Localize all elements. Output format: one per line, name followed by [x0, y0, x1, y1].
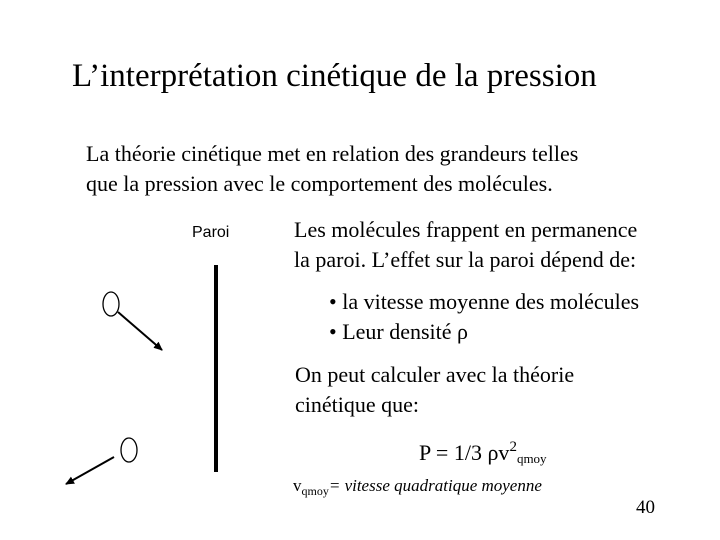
- molecule-2-arrow: [66, 457, 114, 484]
- formula-subscript: qmoy: [516, 451, 547, 466]
- page-number: 40: [636, 497, 655, 518]
- intro-text: [86, 139, 578, 199]
- molecule-1: [103, 292, 119, 316]
- definition-var-subscript: qmoy: [301, 484, 329, 498]
- calculation-text: [295, 360, 574, 420]
- slide-title: L’interprétation cinétique de la pression: [72, 58, 597, 94]
- velocity-definition: [293, 474, 542, 503]
- definition-text: = vitesse quadratique moyenne: [328, 476, 542, 495]
- description-text: [294, 215, 637, 275]
- pressure-formula: [419, 432, 547, 474]
- wall-label: Paroi: [192, 224, 230, 241]
- calculation-line-1: On peut calculer avec la théorie: [295, 362, 575, 387]
- formula-lhs: P = 1/3: [419, 440, 482, 465]
- formula-rho-v: ρv: [487, 440, 510, 465]
- definition-var: v: [293, 476, 302, 495]
- factor-list: [329, 287, 639, 347]
- description-line-2: la paroi. L’effet sur la paroi dépend de:: [294, 247, 637, 272]
- molecule-2: [121, 438, 137, 462]
- intro-line-2: que la pression avec le comportement des molécules.: [86, 171, 553, 196]
- intro-line-1: La théorie cinétique met en relation des grandeurs telles: [86, 141, 579, 166]
- molecule-1-arrow: [118, 312, 162, 350]
- list-item: • la vitesse moyenne des molécules: [329, 287, 639, 317]
- list-item: • Leur densité ρ: [329, 317, 639, 347]
- formula-exponent: 2: [509, 439, 517, 455]
- calculation-line-2: cinétique que:: [295, 392, 420, 417]
- description-line-1: Les molécules frappent en permanence: [294, 217, 638, 242]
